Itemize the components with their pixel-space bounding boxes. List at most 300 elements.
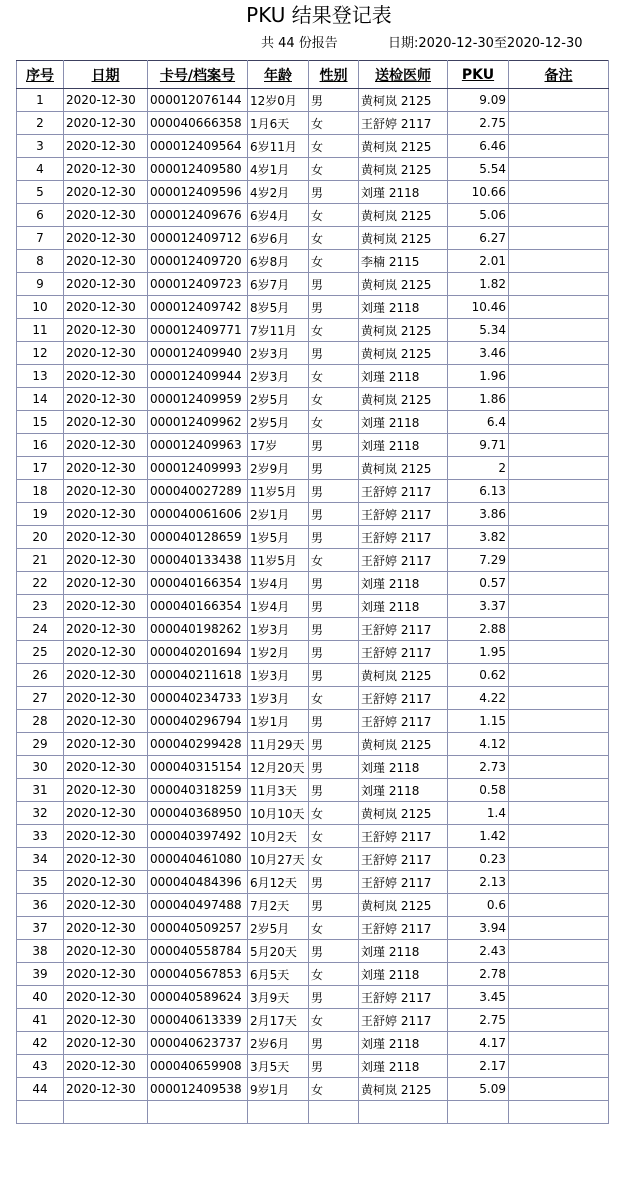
cell-pku: 6.46	[448, 135, 509, 158]
cell-doctor: 王舒婷 2117	[359, 825, 448, 848]
cell-sex: 男	[309, 710, 359, 733]
cell-sex: 男	[309, 434, 359, 457]
cell-age: 6岁11月	[248, 135, 309, 158]
cell-serial: 18	[17, 480, 64, 503]
cell-date: 2020-12-30	[64, 526, 148, 549]
cell-age: 11岁5月	[248, 480, 309, 503]
cell-serial: 3	[17, 135, 64, 158]
cell-age: 17岁	[248, 434, 309, 457]
cell-remarks	[509, 871, 609, 894]
cell-doctor: 黄柯岚 2125	[359, 457, 448, 480]
blank-cell	[359, 1101, 448, 1124]
cell-doctor: 黄柯岚 2125	[359, 342, 448, 365]
cell-date: 2020-12-30	[64, 319, 148, 342]
cell-doctor: 王舒婷 2117	[359, 848, 448, 871]
cell-serial: 37	[17, 917, 64, 940]
cell-age: 2岁3月	[248, 365, 309, 388]
cell-date: 2020-12-30	[64, 342, 148, 365]
cell-pku: 2.73	[448, 756, 509, 779]
blank-cell	[17, 1101, 64, 1124]
cell-serial: 10	[17, 296, 64, 319]
cell-remarks	[509, 319, 609, 342]
cell-doctor: 黄柯岚 2125	[359, 733, 448, 756]
cell-age: 7岁11月	[248, 319, 309, 342]
cell-sex: 女	[309, 227, 359, 250]
table-row	[17, 687, 609, 710]
cell-doctor: 黄柯岚 2125	[359, 802, 448, 825]
cell-sex: 女	[309, 204, 359, 227]
cell-doctor: 刘瑾 2118	[359, 181, 448, 204]
cell-card-number: 000040201694	[148, 641, 248, 664]
cell-serial: 7	[17, 227, 64, 250]
cell-serial: 5	[17, 181, 64, 204]
cell-pku: 6.27	[448, 227, 509, 250]
cell-doctor: 黄柯岚 2125	[359, 204, 448, 227]
report-title: PKU 结果登记表	[246, 3, 392, 27]
cell-sex: 女	[309, 250, 359, 273]
cell-serial: 43	[17, 1055, 64, 1078]
table-row	[17, 296, 609, 319]
cell-date: 2020-12-30	[64, 1032, 148, 1055]
cell-card-number: 000040315154	[148, 756, 248, 779]
cell-sex: 女	[309, 687, 359, 710]
cell-age: 2岁1月	[248, 503, 309, 526]
header-date: 日期	[64, 61, 148, 89]
cell-doctor: 王舒婷 2117	[359, 549, 448, 572]
cell-card-number: 000012409959	[148, 388, 248, 411]
cell-sex: 男	[309, 503, 359, 526]
cell-age: 3月5天	[248, 1055, 309, 1078]
cell-pku: 0.58	[448, 779, 509, 802]
cell-card-number: 000012409944	[148, 365, 248, 388]
cell-serial: 23	[17, 595, 64, 618]
cell-doctor: 刘瑾 2118	[359, 572, 448, 595]
cell-serial: 9	[17, 273, 64, 296]
cell-age: 4岁2月	[248, 181, 309, 204]
cell-card-number: 000040133438	[148, 549, 248, 572]
cell-pku: 2.17	[448, 1055, 509, 1078]
cell-sex: 女	[309, 1078, 359, 1101]
cell-card-number: 000040061606	[148, 503, 248, 526]
cell-card-number: 000012409676	[148, 204, 248, 227]
cell-serial: 28	[17, 710, 64, 733]
table-row	[17, 342, 609, 365]
cell-pku: 10.66	[448, 181, 509, 204]
cell-age: 9岁1月	[248, 1078, 309, 1101]
cell-serial: 26	[17, 664, 64, 687]
cell-pku: 1.96	[448, 365, 509, 388]
cell-age: 2月17天	[248, 1009, 309, 1032]
cell-sex: 男	[309, 595, 359, 618]
table-row	[17, 480, 609, 503]
table-row	[17, 1055, 609, 1078]
cell-serial: 44	[17, 1078, 64, 1101]
cell-pku: 10.46	[448, 296, 509, 319]
cell-age: 6岁7月	[248, 273, 309, 296]
cell-card-number: 000040397492	[148, 825, 248, 848]
cell-card-number: 000040128659	[148, 526, 248, 549]
cell-remarks	[509, 365, 609, 388]
cell-serial: 39	[17, 963, 64, 986]
cell-doctor: 黄柯岚 2125	[359, 894, 448, 917]
cell-card-number: 000040234733	[148, 687, 248, 710]
cell-serial: 25	[17, 641, 64, 664]
blank-cell	[448, 1101, 509, 1124]
cell-serial: 30	[17, 756, 64, 779]
cell-doctor: 黄柯岚 2125	[359, 664, 448, 687]
cell-age: 7月2天	[248, 894, 309, 917]
cell-card-number: 000040567853	[148, 963, 248, 986]
cell-remarks	[509, 112, 609, 135]
cell-card-number: 000040198262	[148, 618, 248, 641]
report-date-range: 日期:2020-12-30至2020-12-30	[388, 36, 583, 51]
cell-remarks	[509, 917, 609, 940]
cell-doctor: 黄柯岚 2125	[359, 135, 448, 158]
cell-sex: 男	[309, 986, 359, 1009]
results-table	[16, 60, 609, 1124]
cell-date: 2020-12-30	[64, 917, 148, 940]
cell-age: 2岁5月	[248, 917, 309, 940]
cell-pku: 2.75	[448, 1009, 509, 1032]
cell-sex: 男	[309, 733, 359, 756]
cell-remarks	[509, 411, 609, 434]
cell-card-number: 000040299428	[148, 733, 248, 756]
table-row	[17, 1032, 609, 1055]
cell-serial: 1	[17, 89, 64, 112]
table-row	[17, 181, 609, 204]
cell-date: 2020-12-30	[64, 710, 148, 733]
cell-remarks	[509, 1055, 609, 1078]
cell-card-number: 000012409963	[148, 434, 248, 457]
cell-doctor: 刘瑾 2118	[359, 940, 448, 963]
cell-doctor: 黄柯岚 2125	[359, 319, 448, 342]
cell-serial: 4	[17, 158, 64, 181]
cell-age: 11月3天	[248, 779, 309, 802]
cell-remarks	[509, 802, 609, 825]
table-row	[17, 710, 609, 733]
table-row	[17, 641, 609, 664]
cell-doctor: 王舒婷 2117	[359, 480, 448, 503]
table-row	[17, 618, 609, 641]
cell-age: 2岁6月	[248, 1032, 309, 1055]
cell-date: 2020-12-30	[64, 158, 148, 181]
blank-cell	[248, 1101, 309, 1124]
cell-serial: 20	[17, 526, 64, 549]
report-count: 共 44 份报告	[261, 36, 338, 51]
table-row	[17, 664, 609, 687]
cell-remarks	[509, 733, 609, 756]
cell-pku: 1.4	[448, 802, 509, 825]
cell-serial: 41	[17, 1009, 64, 1032]
cell-serial: 33	[17, 825, 64, 848]
blank-cell	[309, 1101, 359, 1124]
cell-remarks	[509, 480, 609, 503]
cell-sex: 男	[309, 1032, 359, 1055]
cell-doctor: 王舒婷 2117	[359, 1009, 448, 1032]
cell-pku: 3.45	[448, 986, 509, 1009]
cell-card-number: 000012076144	[148, 89, 248, 112]
cell-remarks	[509, 342, 609, 365]
cell-card-number: 000040484396	[148, 871, 248, 894]
cell-date: 2020-12-30	[64, 733, 148, 756]
table-row	[17, 595, 609, 618]
cell-remarks	[509, 641, 609, 664]
cell-age: 1岁3月	[248, 664, 309, 687]
table-body	[17, 89, 609, 1124]
cell-pku: 3.94	[448, 917, 509, 940]
cell-pku: 4.17	[448, 1032, 509, 1055]
cell-remarks	[509, 1078, 609, 1101]
cell-sex: 男	[309, 871, 359, 894]
cell-pku: 1.42	[448, 825, 509, 848]
cell-card-number: 000012409723	[148, 273, 248, 296]
cell-doctor: 刘瑾 2118	[359, 779, 448, 802]
cell-card-number: 000040368950	[148, 802, 248, 825]
cell-pku: 6.13	[448, 480, 509, 503]
cell-age: 10月2天	[248, 825, 309, 848]
cell-pku: 1.15	[448, 710, 509, 733]
cell-doctor: 黄柯岚 2125	[359, 388, 448, 411]
cell-remarks	[509, 181, 609, 204]
cell-doctor: 王舒婷 2117	[359, 917, 448, 940]
cell-remarks	[509, 273, 609, 296]
cell-sex: 男	[309, 342, 359, 365]
cell-age: 12岁0月	[248, 89, 309, 112]
cell-pku: 3.82	[448, 526, 509, 549]
cell-date: 2020-12-30	[64, 480, 148, 503]
cell-date: 2020-12-30	[64, 595, 148, 618]
cell-sex: 女	[309, 388, 359, 411]
cell-card-number: 000012409564	[148, 135, 248, 158]
cell-doctor: 刘瑾 2118	[359, 1032, 448, 1055]
table-row	[17, 917, 609, 940]
cell-age: 1岁5月	[248, 526, 309, 549]
cell-sex: 女	[309, 802, 359, 825]
table-row	[17, 802, 609, 825]
cell-doctor: 刘瑾 2118	[359, 1055, 448, 1078]
cell-doctor: 刘瑾 2118	[359, 411, 448, 434]
cell-pku: 0.62	[448, 664, 509, 687]
cell-serial: 13	[17, 365, 64, 388]
cell-remarks	[509, 549, 609, 572]
cell-sex: 女	[309, 158, 359, 181]
cell-doctor: 王舒婷 2117	[359, 503, 448, 526]
header-pku: PKU	[448, 61, 509, 89]
table-row	[17, 503, 609, 526]
cell-age: 2岁5月	[248, 388, 309, 411]
cell-pku: 7.29	[448, 549, 509, 572]
cell-card-number: 000040613339	[148, 1009, 248, 1032]
table-row	[17, 572, 609, 595]
cell-remarks	[509, 894, 609, 917]
cell-remarks	[509, 664, 609, 687]
cell-date: 2020-12-30	[64, 894, 148, 917]
cell-date: 2020-12-30	[64, 756, 148, 779]
table-row	[17, 112, 609, 135]
cell-date: 2020-12-30	[64, 641, 148, 664]
cell-age: 10月10天	[248, 802, 309, 825]
cell-age: 1月6天	[248, 112, 309, 135]
cell-age: 6月5天	[248, 963, 309, 986]
cell-age: 6岁8月	[248, 250, 309, 273]
cell-sex: 男	[309, 572, 359, 595]
header-card-number: 卡号/档案号	[148, 61, 248, 89]
table-row	[17, 526, 609, 549]
cell-doctor: 黄柯岚 2125	[359, 227, 448, 250]
cell-remarks	[509, 572, 609, 595]
table-row	[17, 204, 609, 227]
cell-card-number: 000040211618	[148, 664, 248, 687]
table-row	[17, 963, 609, 986]
blank-cell	[509, 1101, 609, 1124]
cell-doctor: 刘瑾 2118	[359, 434, 448, 457]
cell-card-number: 000012409580	[148, 158, 248, 181]
cell-sex: 男	[309, 664, 359, 687]
cell-date: 2020-12-30	[64, 112, 148, 135]
table-row	[17, 848, 609, 871]
cell-date: 2020-12-30	[64, 250, 148, 273]
cell-card-number: 000040296794	[148, 710, 248, 733]
table-row	[17, 411, 609, 434]
cell-sex: 女	[309, 135, 359, 158]
cell-doctor: 王舒婷 2117	[359, 641, 448, 664]
cell-pku: 0.57	[448, 572, 509, 595]
cell-serial: 14	[17, 388, 64, 411]
cell-doctor: 刘瑾 2118	[359, 296, 448, 319]
cell-pku: 5.54	[448, 158, 509, 181]
cell-remarks	[509, 227, 609, 250]
table-row	[17, 319, 609, 342]
cell-date: 2020-12-30	[64, 135, 148, 158]
cell-remarks	[509, 779, 609, 802]
cell-pku: 2	[448, 457, 509, 480]
cell-doctor: 刘瑾 2118	[359, 595, 448, 618]
cell-remarks	[509, 940, 609, 963]
cell-card-number: 000012409962	[148, 411, 248, 434]
cell-card-number: 000040589624	[148, 986, 248, 1009]
header-age: 年龄	[248, 61, 309, 89]
cell-card-number: 000040461080	[148, 848, 248, 871]
cell-sex: 男	[309, 181, 359, 204]
cell-sex: 男	[309, 457, 359, 480]
cell-date: 2020-12-30	[64, 871, 148, 894]
cell-pku: 2.88	[448, 618, 509, 641]
cell-sex: 男	[309, 296, 359, 319]
cell-remarks	[509, 618, 609, 641]
cell-serial: 8	[17, 250, 64, 273]
cell-date: 2020-12-30	[64, 411, 148, 434]
cell-remarks	[509, 848, 609, 871]
cell-serial: 27	[17, 687, 64, 710]
table-row	[17, 1078, 609, 1101]
cell-serial: 19	[17, 503, 64, 526]
table-row	[17, 1009, 609, 1032]
header-sex: 性别	[309, 61, 359, 89]
cell-age: 1岁2月	[248, 641, 309, 664]
cell-card-number: 000012409538	[148, 1078, 248, 1101]
cell-date: 2020-12-30	[64, 388, 148, 411]
cell-date: 2020-12-30	[64, 204, 148, 227]
cell-doctor: 王舒婷 2117	[359, 112, 448, 135]
cell-doctor: 黄柯岚 2125	[359, 89, 448, 112]
cell-remarks	[509, 434, 609, 457]
cell-pku: 2.43	[448, 940, 509, 963]
cell-serial: 34	[17, 848, 64, 871]
table-row	[17, 871, 609, 894]
cell-sex: 男	[309, 273, 359, 296]
cell-date: 2020-12-30	[64, 457, 148, 480]
cell-date: 2020-12-30	[64, 89, 148, 112]
cell-remarks	[509, 526, 609, 549]
cell-sex: 女	[309, 825, 359, 848]
cell-date: 2020-12-30	[64, 986, 148, 1009]
cell-sex: 男	[309, 480, 359, 503]
cell-pku: 0.6	[448, 894, 509, 917]
cell-age: 6月12天	[248, 871, 309, 894]
cell-date: 2020-12-30	[64, 963, 148, 986]
cell-sex: 女	[309, 365, 359, 388]
cell-remarks	[509, 710, 609, 733]
cell-date: 2020-12-30	[64, 273, 148, 296]
cell-age: 2岁3月	[248, 342, 309, 365]
cell-date: 2020-12-30	[64, 1009, 148, 1032]
cell-sex: 男	[309, 894, 359, 917]
blank-cell	[148, 1101, 248, 1124]
cell-remarks	[509, 1009, 609, 1032]
cell-card-number: 000040497488	[148, 894, 248, 917]
cell-card-number: 000012409993	[148, 457, 248, 480]
table-row	[17, 756, 609, 779]
table-row	[17, 549, 609, 572]
cell-age: 6岁4月	[248, 204, 309, 227]
table-row	[17, 986, 609, 1009]
cell-date: 2020-12-30	[64, 779, 148, 802]
cell-remarks	[509, 825, 609, 848]
cell-pku: 3.46	[448, 342, 509, 365]
cell-remarks	[509, 687, 609, 710]
cell-doctor: 王舒婷 2117	[359, 526, 448, 549]
cell-card-number: 000040623737	[148, 1032, 248, 1055]
cell-age: 1岁4月	[248, 595, 309, 618]
cell-sex: 男	[309, 779, 359, 802]
cell-sex: 女	[309, 411, 359, 434]
cell-card-number: 000040166354	[148, 572, 248, 595]
header-remarks: 备注	[509, 61, 609, 89]
header-serial: 序号	[17, 61, 64, 89]
cell-serial: 21	[17, 549, 64, 572]
blank-row	[17, 1101, 609, 1124]
cell-age: 4岁1月	[248, 158, 309, 181]
cell-sex: 女	[309, 963, 359, 986]
cell-pku: 3.86	[448, 503, 509, 526]
cell-doctor: 王舒婷 2117	[359, 710, 448, 733]
table-row	[17, 894, 609, 917]
cell-remarks	[509, 296, 609, 319]
cell-date: 2020-12-30	[64, 687, 148, 710]
cell-date: 2020-12-30	[64, 434, 148, 457]
cell-doctor: 李楠 2115	[359, 250, 448, 273]
cell-date: 2020-12-30	[64, 572, 148, 595]
cell-pku: 1.86	[448, 388, 509, 411]
cell-remarks	[509, 457, 609, 480]
cell-pku: 2.78	[448, 963, 509, 986]
cell-card-number: 000012409940	[148, 342, 248, 365]
table-row	[17, 388, 609, 411]
cell-pku: 1.82	[448, 273, 509, 296]
table-row	[17, 250, 609, 273]
cell-date: 2020-12-30	[64, 181, 148, 204]
cell-sex: 男	[309, 940, 359, 963]
